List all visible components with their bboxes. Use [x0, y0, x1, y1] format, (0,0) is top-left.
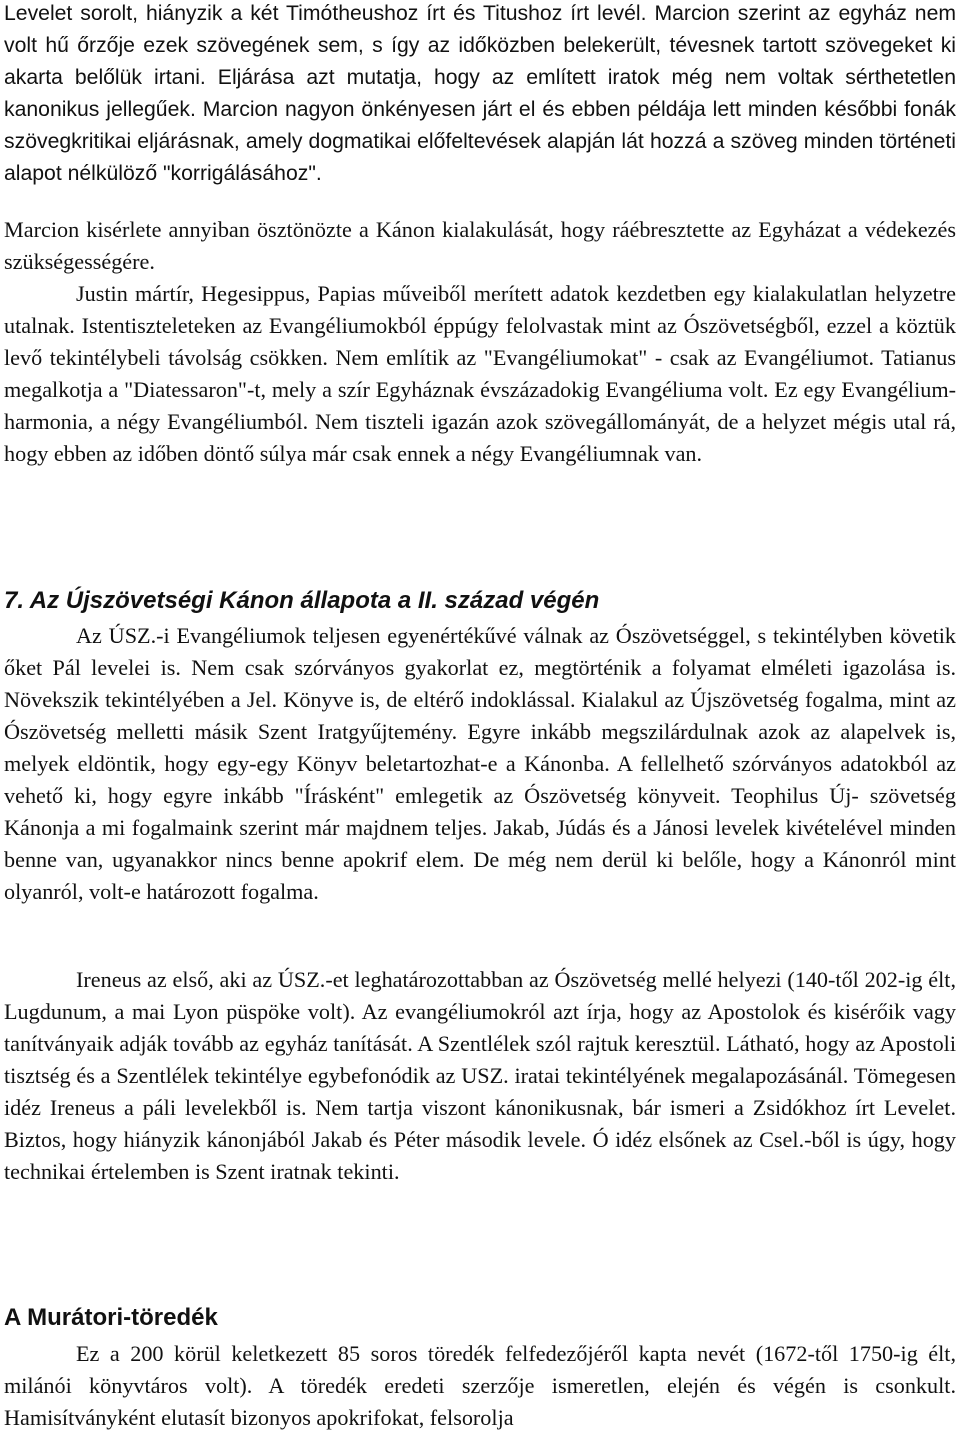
paragraph-muratori: Ez a 200 körül keletkezett 85 soros töredék felfedezőjéről kapta nevét (1672-től 1750-ig élt, milánói könyvtáros volt). A töredék eredeti szerzője ismeretlen, elején és végén is csonkult. Hamisítványként elutasít bizonyos apokrifokat, felsorolja [4, 1341, 956, 1430]
section-heading-muratori: A Murátori-töredék [4, 1304, 218, 1331]
paragraph-early-witnesses: Justin mártír, Hegesippus, Papias műveiből merített adatok kezdetben egy kialakulatlan helyzetre utalnak. Istentiszteleteken az Evangéliumokból éppúgy felolvastak mint az Ószövetségből, ezzel a köztük levő tekintélybeli távolság csökken. Nem említik az "Evangéliumokat" - csak az Evangéliumot. Tatianus megalkotja a "Diatessaron"-t, mely a szír Egyháznak évszázadokig Evangéliuma volt. Ez egy Evangélium-harmonia, a négy Evangéliumból. Nem tiszteli igazán azok szövegállományát, de a helyzet mégis utal rá, hogy ebben az időben döntő súlya már csak ennek a négy Evangéliumnak van. [4, 281, 956, 466]
paragraph-marcion-effect: Marcion kisérlete annyiban ösztönözte a Kánon kialakulását, hogy ráébresztette az Egyházat a védekezés szükségességére. [4, 217, 956, 274]
paragraph-canon-state: Az ÚSZ.-i Evangéliumok teljesen egyenértékűvé válnak az Ószövetséggel, s tekintélyben követik őket Pál levelei is. Nem csak szórványos gyakorlat ez, megtörténik a folyamat elméleti igazolása is. Növekszik tekintélyében a Jel. Könyve is, de eltérő indoklással. Kialakul az Újszövetség fogalma, mint az Ószövetség melletti másik Szent Iratgyűjtemény. Egyre inkább megszilárdulnak azok az alapelvek is, melyek eldöntik, hogy egy-egy Könyv beletartozhat-e a Kánonba. A fellelhető szórványos adatokból az vehető ki, hogy egyre inkább "Írásként" emlegetik az Ószövetség könyveit. Teophilus Új- szövetség Kánonja a mi fogalmaink szerint már majdnem teljes. Jakab, Júdás és a Jánosi levelek kivételével minden benne van, ugyanakkor nincs benne apokrif elem. De még nem derül ki belőle, hogy a Kánonról mint olyanról, volt-e határozott fogalma. [4, 623, 956, 904]
section-heading-7: 7. Az Újszövetségi Kánon állapota a II. század végén [4, 587, 600, 614]
paragraph-marcion-text: Levelet sorolt, hiányzik a két Timótheushoz írt és Titushoz írt levél. Marcion szerint az egyház nem volt hű őrzője ezek szövegének sem, s így az időközben belekerült, tévesnek tartott szövegeket ki akarta belőlük irtani. Eljárása azt mutatja, hogy az említett iratok még nem voltak sérthetetlen kanonikus jellegűek. Marcion nagyon önkényesen járt el és ebben példája lett minden későbbi fonák szövegkritikai eljárásnak, amely dogmatikai előfeltevések alapján lát hozzá a szöveg minden történeti alapot nélkülöző "korrigálásához". [4, 2, 956, 185]
paragraph-ireneus: Ireneus az első, aki az ÚSZ.-et leghatározottabban az Ószövetség mellé helyezi (140-től 202-ig élt, Lugdunum, a mai Lyon püspöke volt). Az evangéliumokról azt írja, hogy az Apostolok és kisérőik vagy tanítványaik adják tovább az egyház tanítását. A Szentlélek szól rajtuk keresztül. Látható, hogy az Apostoli tisztség és a Szentlélek tekintélye egybefonódik az USZ. iratai tekintélyének megalapozásánál. Tömegesen idéz Ireneus a páli levelekből is. Nem tartja viszont kánonikusnak, bár ismeri a Zsidókhoz írt Levelet. Biztos, hogy hiányzik kánonjából Jakab és Péter második levele. Ó idéz elsőnek az Csel.-ből is úgy, hogy technikai értelemben is Szent iratnak tekinti. [4, 967, 956, 1184]
